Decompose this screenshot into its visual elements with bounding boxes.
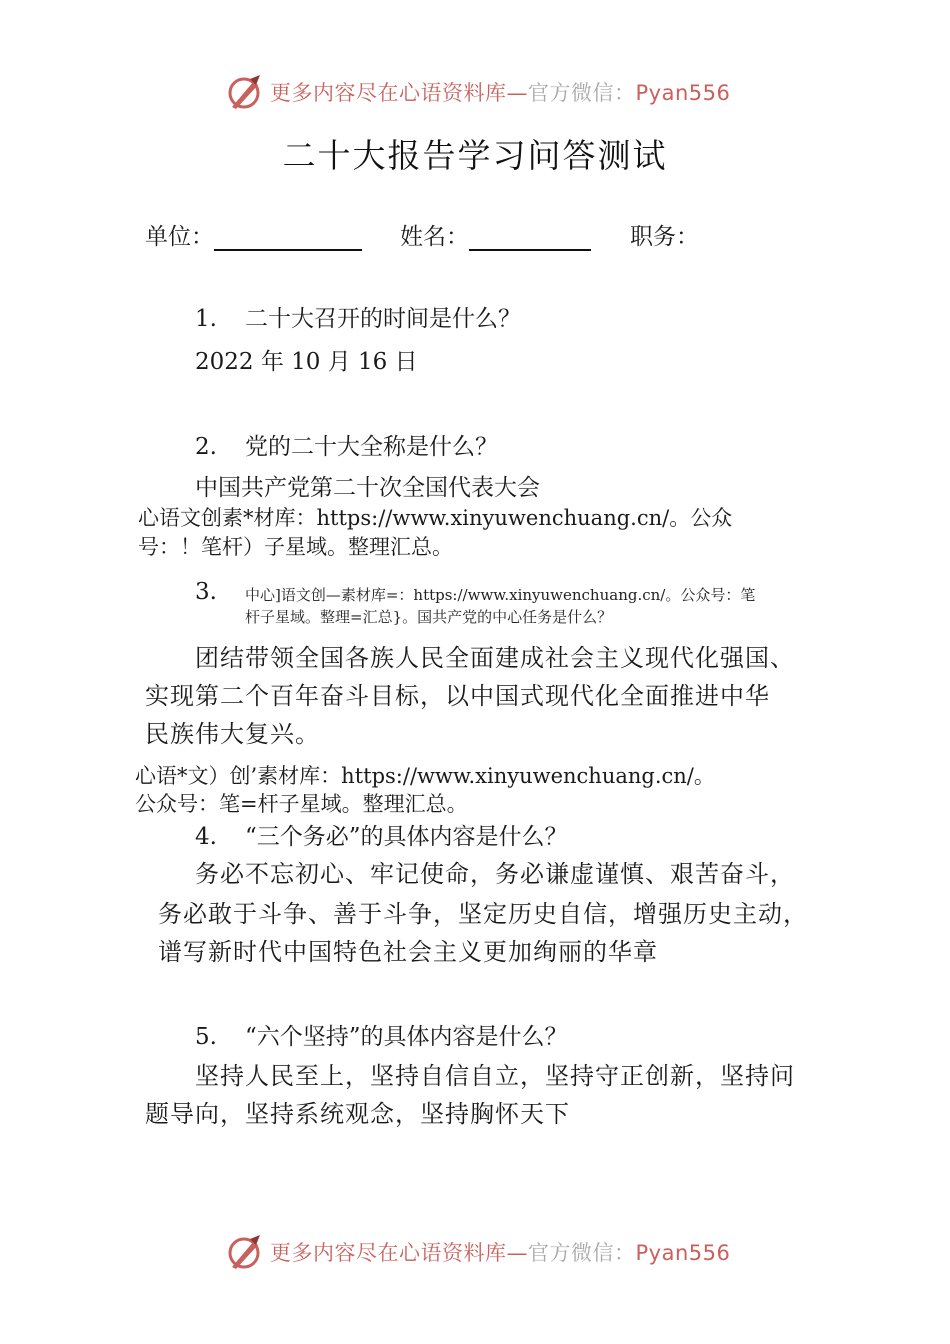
- answer-3-line: 实现第二个百年奋斗目标，以中国式现代化全面推进中华: [145, 682, 770, 710]
- question-text: “六个坚持”的具体内容是什么？: [245, 1024, 568, 1050]
- question-text: 二十大召开的时间是什么？: [245, 306, 521, 332]
- answer-4-line: 谱写新时代中国特色社会主义更加绚丽的华章: [158, 938, 658, 966]
- answer-2: 中国共产党第二十次全国代表大会: [195, 475, 540, 501]
- banner-wechat-label: 官方微信：: [528, 81, 636, 105]
- answer-3-line: 团结带领全国各族人民全面建成社会主义现代化强国、: [195, 644, 795, 672]
- banner-text: [270, 77, 730, 107]
- banner-wechat-id: Pyan556: [635, 81, 731, 105]
- name-label: 姓名：: [400, 224, 469, 250]
- page-title: 二十大报告学习问答测试: [282, 136, 668, 175]
- name-field: [400, 218, 591, 251]
- banner-main: 更多内容尽在心语资料库—: [270, 81, 528, 105]
- question-5: [195, 1018, 568, 1051]
- banner-wechat-label: 官方微信：: [528, 1241, 636, 1265]
- unit-field: [145, 218, 362, 251]
- watermark-line: 公众号：笔=杆子星域。整理汇总。: [135, 792, 468, 816]
- answer-4-line: 务必不忘初心、牢记使命，务必谦虚谨慎、艰苦奋斗，: [195, 860, 795, 888]
- answer-3-line: 民族伟大复兴。: [145, 720, 320, 748]
- question-2: [195, 428, 498, 461]
- question-3-line: 中心]语文创—素材库=：https://www.xinyuwenchuang.cn/。公众号：笔: [245, 586, 756, 604]
- answer-4-line: 务必敢于斗争、善于斗争，坚定历史自信，增强历史主动，: [158, 900, 808, 928]
- watermark-line: 心语文创素*材库：https://www.xinyuwenchuang.cn/。公众: [138, 506, 733, 530]
- question-text: “三个务必”的具体内容是什么？: [245, 824, 568, 850]
- question-1: [195, 300, 521, 333]
- answer-5-line: 题导向，坚持系统观念，坚持胸怀天下: [145, 1100, 570, 1128]
- banner-text: [270, 1237, 730, 1267]
- header-banner: [226, 72, 730, 112]
- banner-wechat-id: Pyan556: [635, 1241, 731, 1265]
- unit-label: 单位：: [145, 224, 214, 250]
- question-number: 4.: [195, 824, 217, 850]
- name-blank[interactable]: [469, 221, 591, 251]
- question-4: [195, 818, 568, 851]
- watermark-line: 号：！笔杆）子星域。整理汇总。: [138, 535, 453, 559]
- footer-banner: [226, 1232, 730, 1272]
- question-number: 5.: [195, 1024, 217, 1050]
- pen-logo-icon: [226, 1233, 264, 1271]
- question-number: 1.: [195, 306, 217, 332]
- watermark-line: 心语*文）创’素材库：https://www.xinyuwenchuang.cn/。: [135, 764, 715, 788]
- position-field: [630, 218, 699, 251]
- question-number: 2.: [195, 434, 217, 460]
- question-text: 党的二十大全称是什么？: [245, 434, 498, 460]
- question-3-number: 3.: [195, 579, 217, 605]
- answer-1: 2022 年 10 月 16 日: [195, 349, 418, 375]
- answer-5-line: 坚持人民至上，坚持自信自立，坚持守正创新，坚持问: [195, 1062, 795, 1090]
- position-label: 职务：: [630, 224, 699, 250]
- unit-blank[interactable]: [214, 221, 362, 251]
- banner-main: 更多内容尽在心语资料库—: [270, 1241, 528, 1265]
- pen-logo-icon: [226, 73, 264, 111]
- question-3-line: 杆子星域。整理=汇总}。国共产党的中心任务是什么？: [245, 608, 613, 626]
